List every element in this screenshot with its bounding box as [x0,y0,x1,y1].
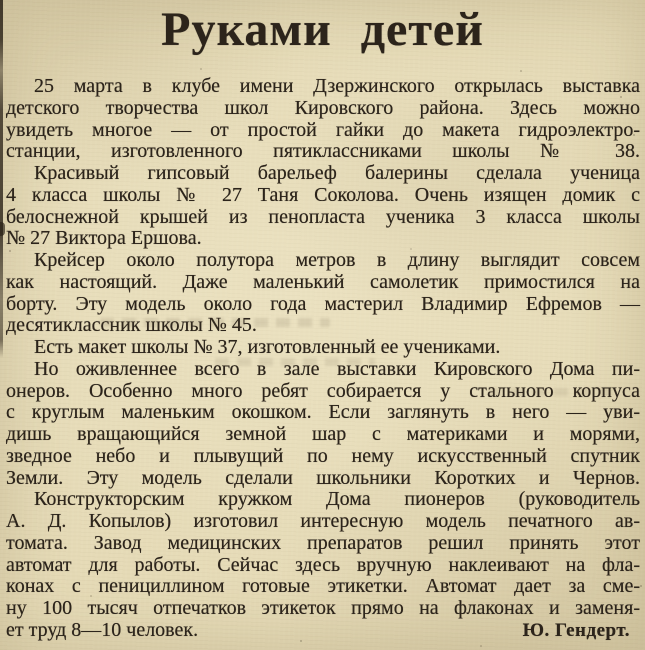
article-line: борту. Эту модель около года мастерил Владимир Ефремов — [6,292,640,315]
article-line: Конструкторским кружком Дома пионеров (руководитель [34,488,640,511]
article-line: белоснежной крышей из пенопласта ученика 3 класса школы [6,205,640,228]
article-line: ну 100 тысяч отпечатков этикеток прямо на флаконах и заменя- [6,597,640,619]
article-line: десятиклассник школы № 45. [6,314,257,337]
article-line: № 27 Виктора Ершова. [6,227,202,250]
show-through-smudge [215,358,375,366]
article-line: Земли. Эту модель сделали школьники Коротких и Чернов. [6,466,640,489]
article-line: Крейсер около полутора метров в длину выглядит совсем [34,249,640,271]
article-line: конах с пенициллином готовые этикетки. Автомат дает за сме- [6,575,640,598]
article-line: ет труд 8—10 человек. Ю. Гендерт. [6,618,630,641]
article-line: с круглым маленьким окошком. Если заглянуть в него — уви- [6,401,640,424]
article-line: увидеть многое — от простой гайки до макета гидроэлектро- [6,118,640,141]
article-line: станции, изготовленного пятиклассниками школы № 38. [6,140,640,163]
article-line: 25 марта в клубе имени Дзержинского открылась выставка [34,75,640,97]
scan-edge-blob [0,222,5,236]
article-title: Руками детей [161,3,484,56]
article-line: онеров. Особенно много ребят собирается у стального корпуса [6,379,640,402]
article-line: Но оживленнее всего в зале выставки Кировского Дома пи- [34,357,640,380]
article-line: А. Д. Копылов) изготовил интересную модель печатного ав- [6,510,640,532]
show-through-smudge [488,388,620,396]
article-line: томата. Завод медицинских препаратов решил принять этот [6,531,640,554]
article-line: Есть макет школы № 37, изготовленный ее учениками. [34,336,501,358]
article-line: как настоящий. Даже маленький самолетик примостился на [6,270,640,293]
article-line: детского творчества школ Кировского района. Здесь можно [6,96,640,119]
author-byline: Ю. Гендерт. [522,619,630,641]
article-line: дишь вращающийся земной шар с материками и морями, [6,423,640,445]
article-line: автомат для работы. Сейчас здесь вручную наклеивают на фла- [6,553,640,576]
article-line: Красивый гипсовый барельеф балерины сделала ученица [34,162,640,184]
article-line: 4 класса школы № 27 Таня Соколова. Очень изящен домик с [6,183,640,206]
article-line: зведное небо и плывущий по нему искусственный спутник [6,444,640,467]
show-through-smudge [100,318,330,327]
